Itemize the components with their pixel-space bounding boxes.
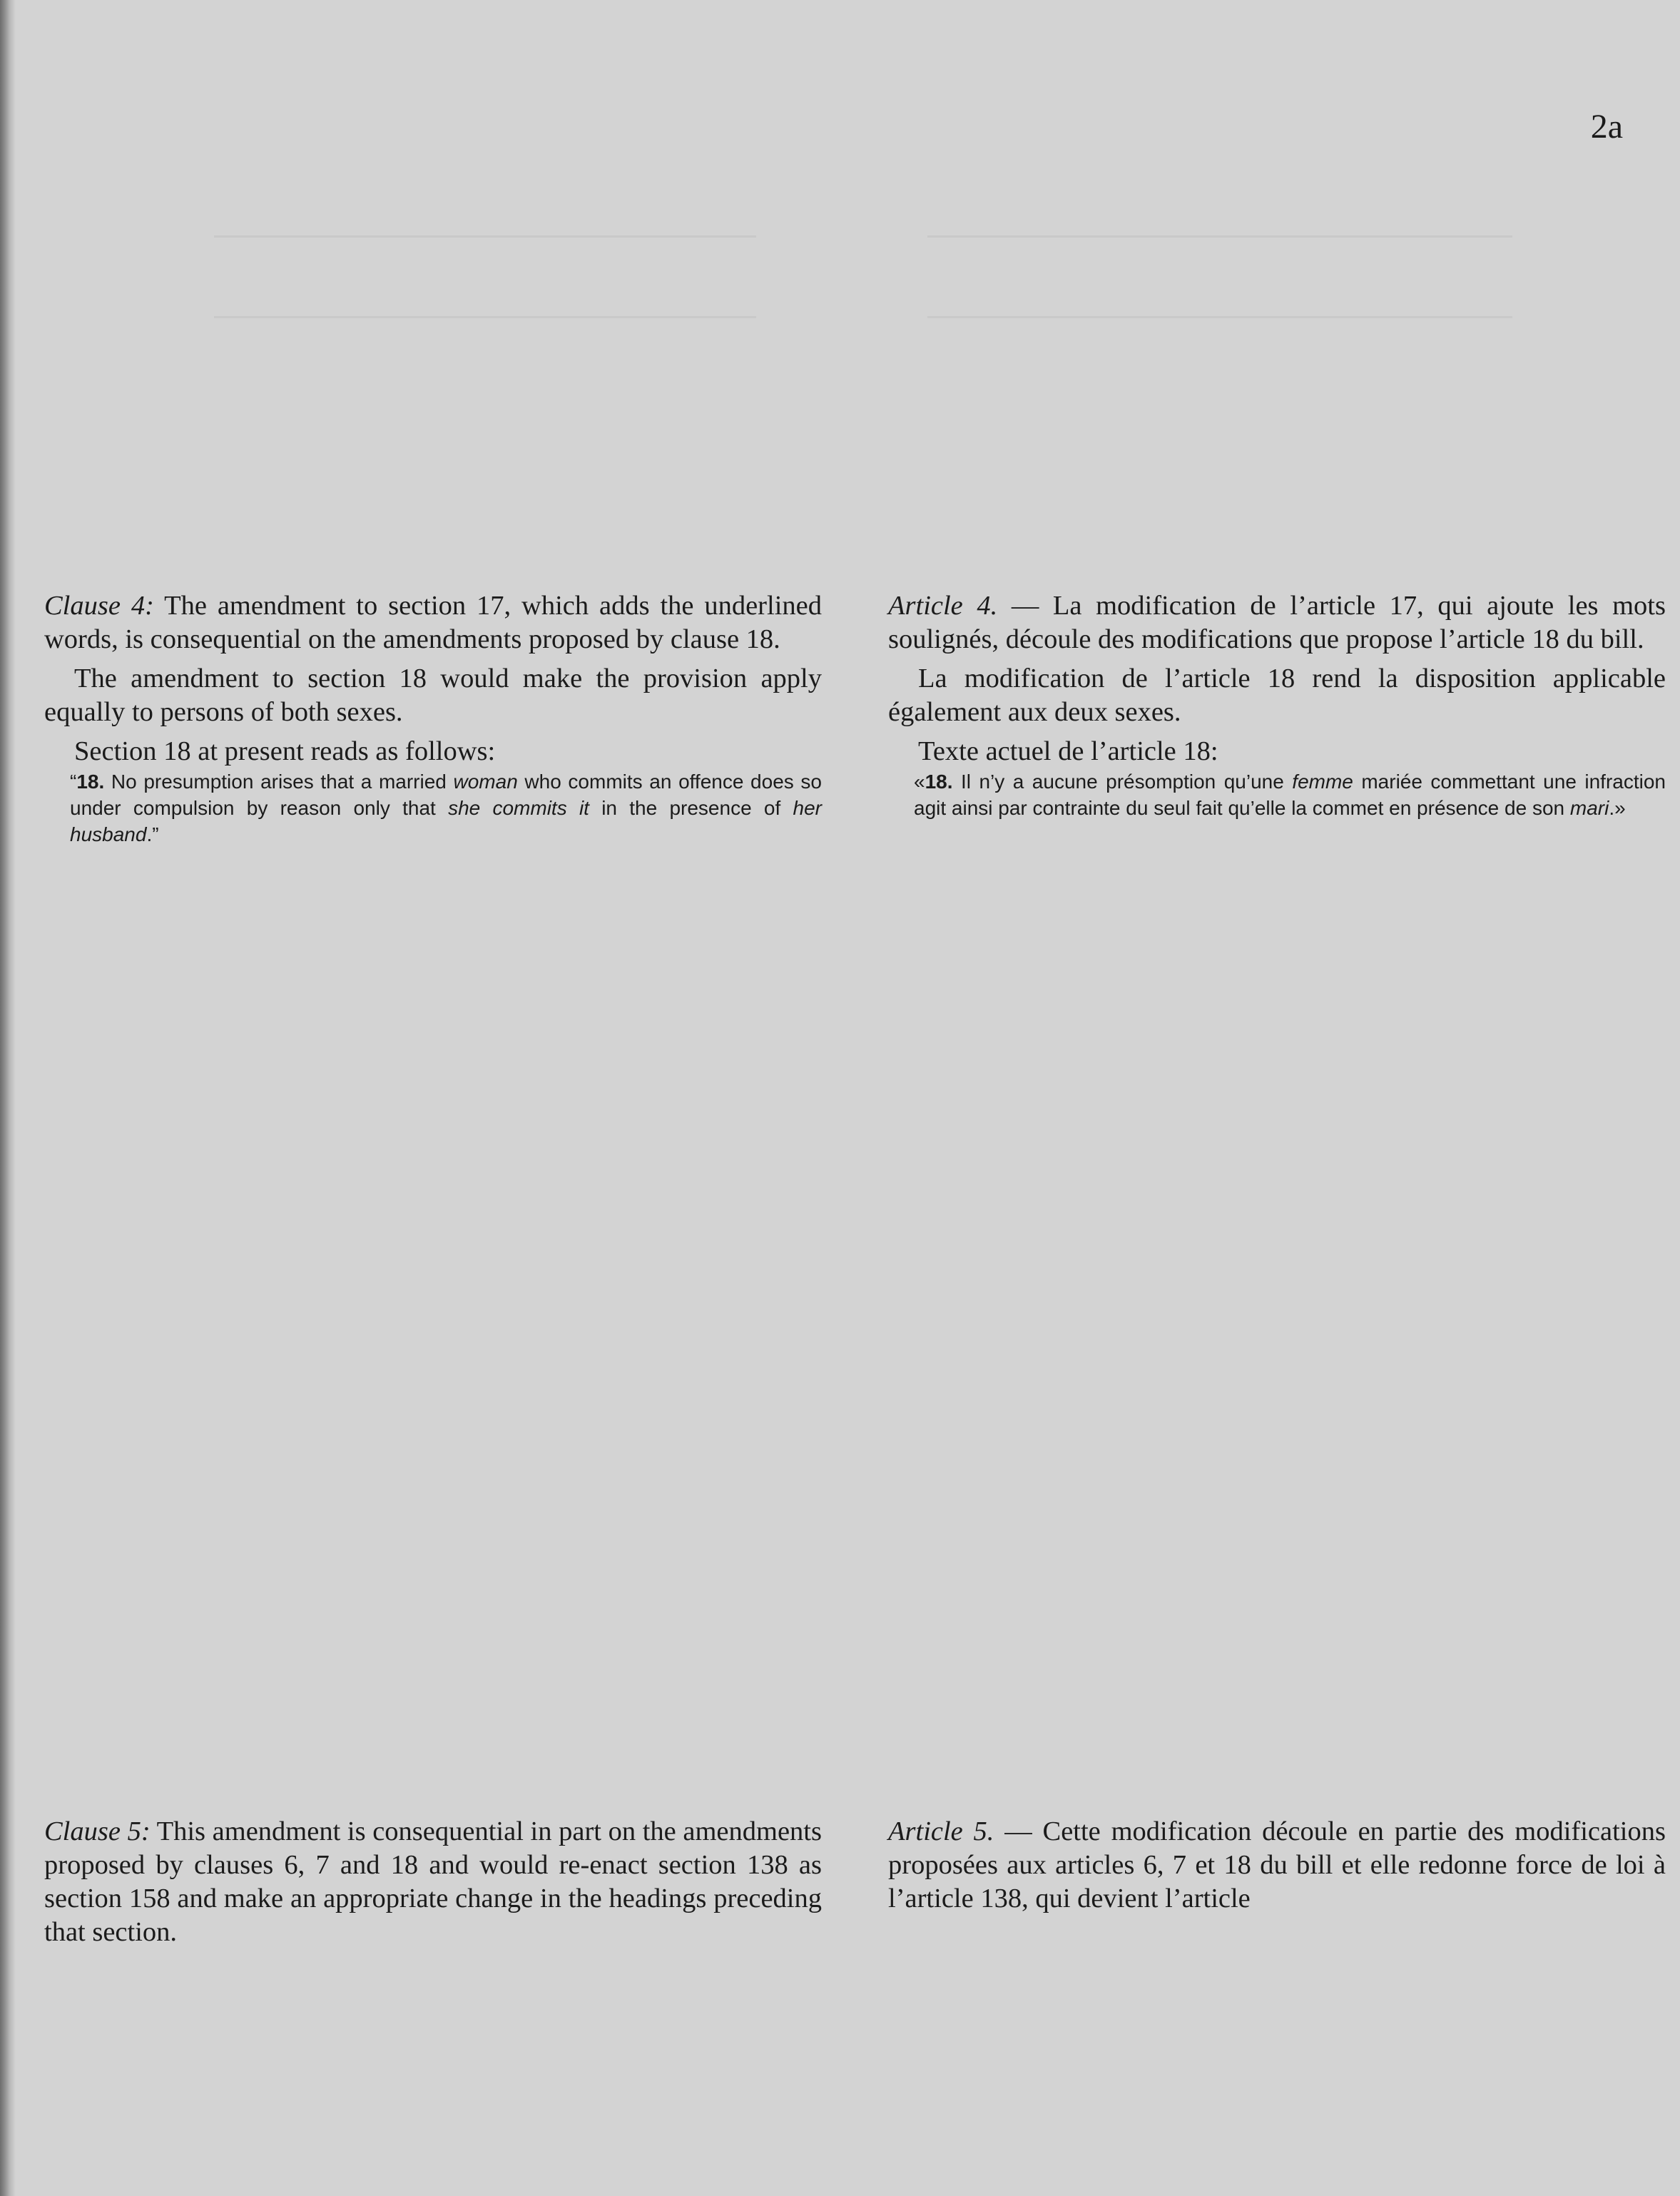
clause-4-english <box>44 589 822 848</box>
article-4-paragraph-1: Article 4. — La modification de l’article 17, qui ajoute les mots soulignés, découle des modifications que propose l’article 18 du bill. <box>888 591 1666 654</box>
article-heading: Article 4. <box>888 591 998 621</box>
clause-4-paragraph-2: The amendment to section 18 would make the provision apply equally to persons of both sexes. <box>44 664 822 727</box>
clause-4-paragraph-3: Section 18 at present reads as follows: <box>74 736 496 766</box>
clause-4-paragraph-1: Clause 4: The amendment to section 17, which adds the underlined words, is consequential on the amendments proposed by clause 18. <box>44 591 822 654</box>
article-heading: Article 5. <box>888 1816 994 1846</box>
article-4-paragraph-3: Texte actuel de l’article 18: <box>918 736 1218 766</box>
clause-5-paragraph: Clause 5: This amendment is consequential in part on the amendments proposed by clauses 6, 7 and 18 and would re-enact section 138 as section 158 and make an appropriate change in the headings preceding that section. <box>44 1816 822 1947</box>
binding-edge <box>0 0 16 2196</box>
clause-heading: Clause 5: <box>44 1816 151 1846</box>
article-18-quote: «18. Il n’y a aucune présomption qu’une femme mariée commettant une infraction agit ainsi par contrainte du seul fait qu’elle la commet en présence de son mari.» <box>914 771 1666 819</box>
clause-5-english <box>44 1815 822 1955</box>
article-5-paragraph: Article 5. — Cette modification découle en partie des modifications proposées aux articles 6, 7 et 18 du bill et elle redonne force de loi à l’article 138, qui devient l’article <box>888 1816 1666 1913</box>
bleed-through-shadow <box>214 235 756 318</box>
article-4-paragraph-2: La modification de l’article 18 rend la disposition applicable également aux deux sexes. <box>888 664 1666 727</box>
bleed-through-shadow <box>927 235 1512 318</box>
clause-4-french <box>888 589 1666 821</box>
page-number: 2a <box>1590 108 1623 146</box>
section-18-quote: “18. No presumption arises that a married woman who commits an offence does so under compulsion by reason only that she commits it in the presence of her husband.” <box>70 771 822 845</box>
clause-heading: Clause 4: <box>44 591 154 621</box>
clause-5-french <box>888 1815 1666 1921</box>
